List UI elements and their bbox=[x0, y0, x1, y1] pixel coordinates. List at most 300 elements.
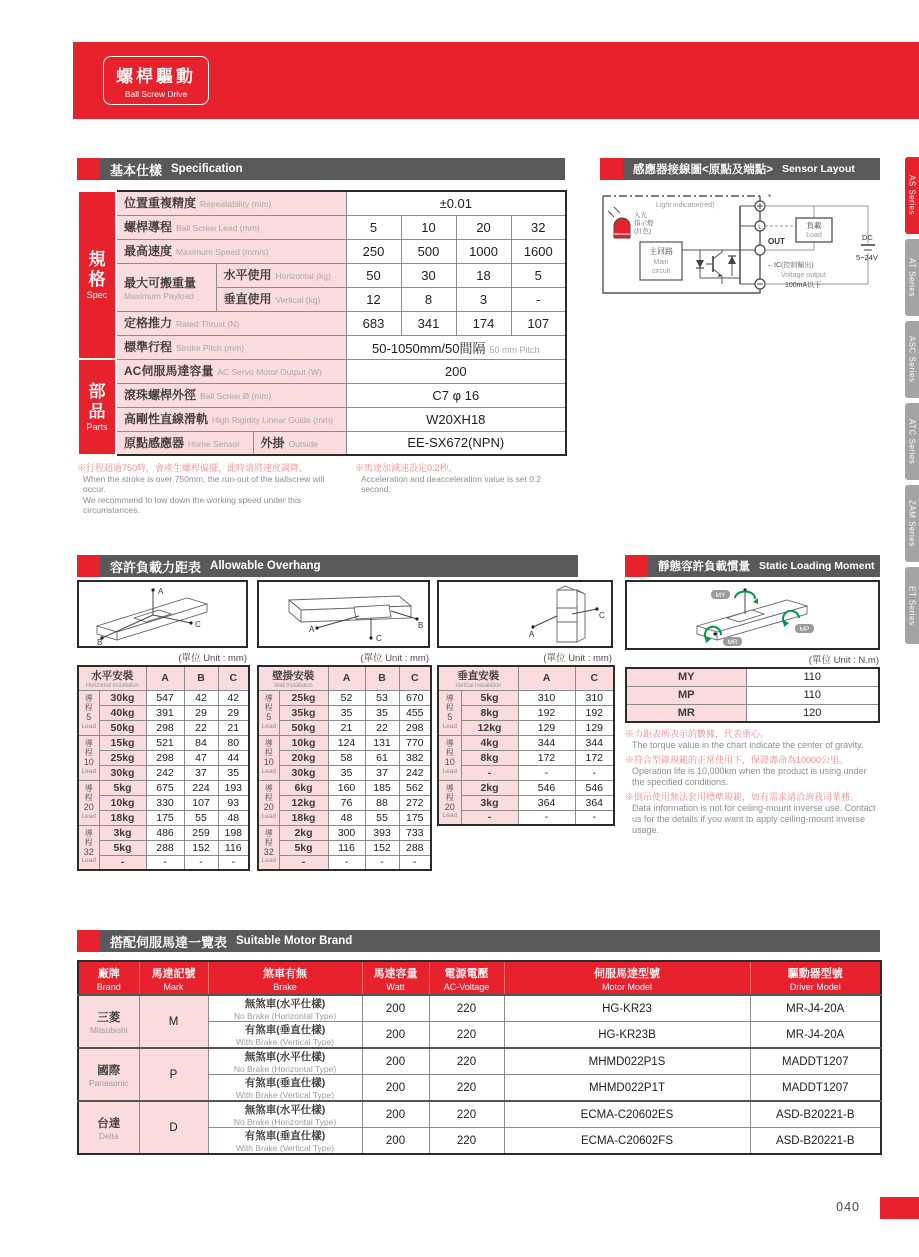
allowable-overhang-section bbox=[77, 555, 617, 869]
overhang-value: - bbox=[518, 810, 575, 825]
overhang-value: 29 bbox=[184, 705, 218, 720]
moment-row bbox=[626, 686, 879, 704]
overhang-value: 152 bbox=[365, 840, 399, 855]
overhang-value: 733 bbox=[399, 825, 431, 840]
overhang-value: 55 bbox=[365, 810, 399, 825]
spec-row-guide: 高剛性直線滑軌 High Rigidity Linear Guide (mm) W20XH18 bbox=[78, 407, 566, 431]
section-title-en: Sensor Layout bbox=[781, 163, 855, 175]
stroke-value: 50-1050mm/50間隔 50 mm Pitch bbox=[346, 335, 566, 359]
overhang-value: 37 bbox=[184, 765, 218, 780]
footnote-zh: ※馬達加減速設定0.2秒。 bbox=[355, 463, 458, 473]
column-header: A bbox=[146, 666, 184, 690]
spec-row-lead: 螺桿導程 Ball Screw Lead (mm) 5 10 20 32 bbox=[78, 215, 566, 239]
note-zh: ※符合型錄規範的正常使用下，保證壽命為10000公里。 bbox=[625, 755, 849, 766]
overhang-value: 172 bbox=[575, 750, 614, 765]
led-icon bbox=[614, 218, 630, 238]
lead-group-label: 導程 20 Lead bbox=[78, 780, 99, 825]
overhang-value: 298 bbox=[146, 750, 184, 765]
overhang-row bbox=[258, 765, 431, 780]
overhang-row bbox=[78, 810, 249, 825]
column-header: B bbox=[184, 666, 218, 690]
svg-text:B: B bbox=[418, 621, 424, 630]
speed-value: 250 bbox=[346, 239, 401, 263]
overhang-value: 330 bbox=[146, 795, 184, 810]
overhang-value: - bbox=[328, 855, 365, 870]
svg-text:5~24V: 5~24V bbox=[856, 253, 878, 262]
payload-weight: 35kg bbox=[279, 705, 328, 720]
moment-value: 110 bbox=[746, 668, 879, 686]
overhang-wall-column bbox=[257, 580, 430, 871]
payload-weight: - bbox=[461, 810, 518, 825]
static-moment-section bbox=[625, 555, 880, 836]
overhang-value: 48 bbox=[218, 810, 249, 825]
overhang-value: 53 bbox=[365, 690, 399, 705]
unit-label: (單位 Unit : N.m) bbox=[808, 655, 879, 666]
spec-row-thrust: 定格推力 Rated Thrust (N) 683 341 174 107 bbox=[78, 311, 566, 335]
red-square-icon bbox=[77, 555, 100, 577]
overhang-row bbox=[78, 795, 249, 810]
payload-weight: 5kg bbox=[279, 840, 328, 855]
payload-v-value: 12 bbox=[346, 287, 401, 311]
payload-weight: 6kg bbox=[279, 780, 328, 795]
driver-model-cell: MR-J4-20A bbox=[750, 1022, 881, 1049]
payload-weight: 5kg bbox=[99, 840, 146, 855]
section-title-en: Suitable Motor Brand bbox=[236, 935, 353, 947]
payload-v-value: 8 bbox=[401, 287, 456, 311]
mark-cell: M bbox=[139, 995, 208, 1048]
overhang-value: 344 bbox=[575, 735, 614, 750]
lead-value: 20 bbox=[456, 215, 511, 239]
lead-group-label: 導程 5 Lead bbox=[438, 690, 461, 735]
svg-text:負載: 負載 bbox=[806, 221, 822, 230]
repeatability-value: ±0.01 bbox=[346, 191, 566, 215]
overhang-value: - bbox=[575, 765, 614, 780]
overhang-value: 546 bbox=[518, 780, 575, 795]
overhang-value: 35 bbox=[328, 705, 365, 720]
motor-brand-table bbox=[77, 960, 882, 1155]
motor-col-header: 煞車有無 Brake bbox=[208, 961, 362, 995]
specification-section-title bbox=[77, 158, 565, 180]
motor-output-value: 200 bbox=[346, 359, 566, 383]
motor-model-cell: ECMA-C20602FS bbox=[504, 1128, 750, 1155]
overhang-row bbox=[438, 735, 614, 750]
voltage-cell: 220 bbox=[429, 1101, 504, 1128]
overhang-value: 288 bbox=[146, 840, 184, 855]
overhang-row bbox=[78, 765, 249, 780]
overhang-value: 344 bbox=[518, 735, 575, 750]
overhang-value: 259 bbox=[184, 825, 218, 840]
brake-cell: 有煞車(垂直仕樣) With Brake (Vertical Type) bbox=[208, 1022, 362, 1049]
overhang-section-title bbox=[77, 555, 578, 577]
product-category-badge bbox=[103, 56, 209, 105]
lead-group-label: 導程 10 Lead bbox=[78, 735, 99, 780]
payload-weight: 2kg bbox=[461, 780, 518, 795]
overhang-value: 22 bbox=[365, 720, 399, 735]
overhang-row bbox=[78, 825, 249, 840]
overhang-value: 521 bbox=[146, 735, 184, 750]
voltage-cell: 220 bbox=[429, 1128, 504, 1155]
overhang-value: 272 bbox=[399, 795, 431, 810]
overhang-value: 198 bbox=[218, 825, 249, 840]
watt-cell: 200 bbox=[362, 995, 429, 1022]
moment-axis: MY bbox=[626, 668, 746, 686]
overhang-row bbox=[258, 735, 431, 750]
payload-weight: 25kg bbox=[99, 750, 146, 765]
overhang-value: 42 bbox=[184, 690, 218, 705]
overhang-value: 562 bbox=[399, 780, 431, 795]
specification-section bbox=[77, 158, 565, 515]
svg-text:C: C bbox=[376, 634, 382, 643]
moment-value: 120 bbox=[746, 704, 879, 722]
voltage-cell: 220 bbox=[429, 1048, 504, 1075]
column-header: C bbox=[399, 666, 431, 690]
payload-weight: 3kg bbox=[99, 825, 146, 840]
motor-model-cell: ECMA-C20602ES bbox=[504, 1101, 750, 1128]
overhang-row bbox=[438, 720, 614, 735]
thrust-value: 174 bbox=[456, 311, 511, 335]
page-banner bbox=[73, 42, 919, 119]
brake-cell: 有煞車(垂直仕樣) With Brake (Vertical Type) bbox=[208, 1128, 362, 1155]
lead-group-label: 導程 5 Lead bbox=[78, 690, 99, 735]
svg-text:Light indicator(red): Light indicator(red) bbox=[656, 202, 715, 209]
overhang-value: 21 bbox=[328, 720, 365, 735]
overhang-row bbox=[78, 855, 249, 870]
speed-value: 1600 bbox=[511, 239, 566, 263]
unit-label: (單位 Unit : mm) bbox=[360, 653, 429, 664]
payload-weight: 40kg bbox=[99, 705, 146, 720]
series-tab-atc-series[interactable]: ATC Series bbox=[905, 403, 919, 480]
brake-cell: 無煞車(水平仕樣) No Brake (Horizontal Type) bbox=[208, 995, 362, 1022]
svg-text:100mA以下: 100mA以下 bbox=[785, 282, 822, 289]
overhang-value: 76 bbox=[328, 795, 365, 810]
payload-h-value: 5 bbox=[511, 263, 566, 287]
red-square-icon bbox=[77, 158, 100, 180]
overhang-value: 172 bbox=[518, 750, 575, 765]
svg-text:A: A bbox=[529, 630, 535, 639]
motor-col-header: 馬達容量 Watt bbox=[362, 961, 429, 995]
lead-value: 32 bbox=[511, 215, 566, 239]
svg-text:MY: MY bbox=[715, 592, 726, 599]
overhang-value: 298 bbox=[399, 720, 431, 735]
overhang-value: 224 bbox=[184, 780, 218, 795]
overhang-value: 35 bbox=[365, 705, 399, 720]
overhang-value: 61 bbox=[365, 750, 399, 765]
payload-weight: 50kg bbox=[279, 720, 328, 735]
overhang-value: - bbox=[218, 855, 249, 870]
overhang-value: 129 bbox=[518, 720, 575, 735]
overhang-vertical-column bbox=[437, 580, 613, 826]
overhang-value: 546 bbox=[575, 780, 614, 795]
overhang-value: - bbox=[184, 855, 218, 870]
overhang-value: 131 bbox=[365, 735, 399, 750]
overhang-value: 48 bbox=[328, 810, 365, 825]
svg-text:circuit: circuit bbox=[651, 268, 671, 275]
svg-text:DC: DC bbox=[862, 233, 873, 242]
parts-group-label: 部品 Parts bbox=[78, 359, 116, 455]
overhang-row bbox=[258, 855, 431, 870]
voltage-cell: 220 bbox=[429, 1022, 504, 1049]
unit-label: (單位 Unit : mm) bbox=[178, 653, 247, 664]
overhang-value: 21 bbox=[218, 720, 249, 735]
moment-axis: MR bbox=[626, 704, 746, 722]
overhang-value: 47 bbox=[184, 750, 218, 765]
spec-row-stroke: 標準行程 Stroke Pitch (mm) 50-1050mm/50間隔 50 mm Pitch bbox=[78, 335, 566, 359]
motor-model-cell: MHMD022P1T bbox=[504, 1075, 750, 1102]
moment-value: 110 bbox=[746, 686, 879, 704]
payload-weight: 8kg bbox=[461, 750, 518, 765]
lead-value: 10 bbox=[401, 215, 456, 239]
note-en: Data information is not for ceiling-mount inverse use. Contact us for the details if you want to apply ceiling-mount inverse usage. bbox=[632, 803, 876, 835]
payload-weight: 18kg bbox=[279, 810, 328, 825]
overhang-value: 37 bbox=[365, 765, 399, 780]
payload-v-value: 3 bbox=[456, 287, 511, 311]
motor-section-title bbox=[77, 930, 880, 952]
overhang-value: - bbox=[518, 765, 575, 780]
overhang-value: 42 bbox=[218, 690, 249, 705]
brake-cell: 無煞車(水平仕樣) No Brake (Horizontal Type) bbox=[208, 1048, 362, 1075]
note-zh: ※倒吊使用無法套用標準規範，如有需求請洽詢我司業務。 bbox=[625, 791, 860, 802]
speed-value: 500 bbox=[401, 239, 456, 263]
payload-weight: 3kg bbox=[461, 795, 518, 810]
overhang-value: 44 bbox=[218, 750, 249, 765]
overhang-value: 547 bbox=[146, 690, 184, 705]
svg-text:A: A bbox=[309, 625, 315, 634]
lead-group-label: 導程 32 Lead bbox=[258, 825, 279, 870]
overhang-row bbox=[258, 750, 431, 765]
overhang-row bbox=[258, 720, 431, 735]
series-tab-et-series[interactable]: ET Series bbox=[905, 567, 919, 644]
wall-install-diagram bbox=[257, 580, 430, 648]
speed-value: 1000 bbox=[456, 239, 511, 263]
lead-group-label: 導程 20 Lead bbox=[258, 780, 279, 825]
payload-weight: 12kg bbox=[461, 720, 518, 735]
overhang-value: 116 bbox=[218, 840, 249, 855]
overhang-row bbox=[258, 705, 431, 720]
overhang-value: 455 bbox=[399, 705, 431, 720]
sensor-layout-section bbox=[600, 158, 880, 304]
ballscrew-value: C7 φ 16 bbox=[346, 383, 566, 407]
overhang-value: 192 bbox=[575, 705, 614, 720]
home-sensor-value: EE-SX672(NPN) bbox=[346, 431, 566, 455]
lead-group-label: 導程 10 Lead bbox=[438, 735, 461, 780]
payload-weight: 30kg bbox=[279, 765, 328, 780]
overhang-value: 88 bbox=[365, 795, 399, 810]
install-type-header: 垂直安裝 Vertical Installation bbox=[438, 666, 518, 690]
guide-value: W20XH18 bbox=[346, 407, 566, 431]
overhang-value: 93 bbox=[218, 795, 249, 810]
footer-red-mark bbox=[880, 1197, 919, 1219]
motor-row bbox=[78, 995, 881, 1022]
overhang-value: 310 bbox=[575, 690, 614, 705]
overhang-wall-table bbox=[257, 665, 432, 871]
overhang-value: 364 bbox=[518, 795, 575, 810]
overhang-value: 242 bbox=[399, 765, 431, 780]
motor-brand-section bbox=[77, 930, 880, 1155]
overhang-row bbox=[258, 780, 431, 795]
overhang-row bbox=[438, 750, 614, 765]
note-zh: ※力距表所表示的數據，代表重心。 bbox=[625, 729, 770, 739]
overhang-value: 35 bbox=[328, 765, 365, 780]
overhang-row bbox=[438, 765, 614, 780]
section-title-en: Static Loading Moment bbox=[759, 560, 875, 572]
svg-text:Load: Load bbox=[806, 232, 822, 239]
svg-text:A: A bbox=[158, 587, 164, 596]
overhang-value: 29 bbox=[218, 705, 249, 720]
page-number: 040 bbox=[836, 1200, 860, 1214]
column-header: C bbox=[218, 666, 249, 690]
overhang-value: 55 bbox=[184, 810, 218, 825]
overhang-value: 391 bbox=[146, 705, 184, 720]
footnote-en: We recommend to low down the working speed under this circumstances. bbox=[83, 494, 302, 515]
overhang-value: 175 bbox=[399, 810, 431, 825]
payload-h-value: 50 bbox=[346, 263, 401, 287]
note-en: The torque value in the chart indicate the center of gravity. bbox=[632, 740, 864, 751]
overhang-horizontal-column bbox=[77, 580, 248, 871]
unit-label: (單位 Unit : mm) bbox=[543, 653, 612, 664]
overhang-value: 84 bbox=[184, 735, 218, 750]
series-tab-asc-series[interactable]: ASC Series bbox=[905, 321, 919, 398]
brand-cell: 國際 Panasonic bbox=[78, 1048, 139, 1101]
motor-col-header: 廠牌 Brand bbox=[78, 961, 139, 995]
brand-cell: 三菱 Mitsubishi bbox=[78, 995, 139, 1048]
footnote-en: Acceleration and deacceleration value is set 0.2 second. bbox=[361, 474, 542, 495]
driver-model-cell: MADDT1207 bbox=[750, 1048, 881, 1075]
overhang-value: 393 bbox=[365, 825, 399, 840]
overhang-value: 22 bbox=[184, 720, 218, 735]
overhang-value: 152 bbox=[184, 840, 218, 855]
red-square-icon bbox=[625, 555, 648, 577]
payload-weight: 25kg bbox=[279, 690, 328, 705]
series-tab-at-series[interactable]: AT Series bbox=[905, 239, 919, 316]
driver-model-cell: ASD-B20221-B bbox=[750, 1101, 881, 1128]
mark-cell: D bbox=[139, 1101, 208, 1154]
watt-cell: 200 bbox=[362, 1022, 429, 1049]
moment-axes-diagram bbox=[625, 580, 880, 650]
overhang-value: 364 bbox=[575, 795, 614, 810]
spec-row-ballscrew: 滾珠螺桿外徑 Ball Screw Ø (mm) C7 φ 16 bbox=[78, 383, 566, 407]
overhang-row bbox=[258, 795, 431, 810]
overhang-value: 310 bbox=[518, 690, 575, 705]
series-tab-zam-series[interactable]: ZAM Series bbox=[905, 485, 919, 562]
payload-h-value: 18 bbox=[456, 263, 511, 287]
overhang-value: 107 bbox=[184, 795, 218, 810]
series-tab-bar bbox=[905, 157, 919, 649]
motor-model-cell: MHMD022P1S bbox=[504, 1048, 750, 1075]
payload-weight: - bbox=[279, 855, 328, 870]
motor-col-header: 伺服馬達型號 Motor Model bbox=[504, 961, 750, 995]
overhang-value: 116 bbox=[328, 840, 365, 855]
payload-weight: 30kg bbox=[99, 690, 146, 705]
payload-weight: 20kg bbox=[279, 750, 328, 765]
svg-text:*: * bbox=[768, 193, 772, 202]
spec-row-motor-output: 部品 Parts AC伺服馬達容量 AC Servo Motor Output (W) 200 bbox=[78, 359, 566, 383]
overhang-value: 80 bbox=[218, 735, 249, 750]
motor-col-header: 馬達記號 Mark bbox=[139, 961, 208, 995]
svg-text:主回路: 主回路 bbox=[649, 247, 673, 256]
spec-group-label: 規格 Spec bbox=[78, 191, 116, 359]
svg-text:(紅色): (紅色) bbox=[634, 228, 652, 235]
spec-row-payload-vertical: 垂直使用 Vertical (kg) 12 8 3 - bbox=[78, 287, 566, 311]
payload-weight: 12kg bbox=[279, 795, 328, 810]
payload-weight: 8kg bbox=[461, 705, 518, 720]
spec-row-home-sensor: 原點感應器 Home Sensor 外掛 Outside EE-SX672(NPN) bbox=[78, 431, 566, 455]
static-moment-section-title bbox=[625, 555, 880, 577]
column-header: C bbox=[575, 666, 614, 690]
overhang-row bbox=[258, 690, 431, 705]
payload-weight: 50kg bbox=[99, 720, 146, 735]
payload-weight: - bbox=[99, 855, 146, 870]
overhang-value: 382 bbox=[399, 750, 431, 765]
section-title-en: Specification bbox=[171, 163, 243, 175]
overhang-value: - bbox=[365, 855, 399, 870]
payload-weight: 30kg bbox=[99, 765, 146, 780]
svg-text:←IC: ←IC bbox=[767, 262, 781, 269]
overhang-row bbox=[258, 810, 431, 825]
overhang-value: 193 bbox=[218, 780, 249, 795]
driver-model-cell: MADDT1207 bbox=[750, 1075, 881, 1102]
overhang-row bbox=[78, 690, 249, 705]
thrust-value: 683 bbox=[346, 311, 401, 335]
overhang-row bbox=[438, 795, 614, 810]
overhang-value: 300 bbox=[328, 825, 365, 840]
svg-text:OUT: OUT bbox=[768, 237, 785, 246]
overhang-row bbox=[78, 735, 249, 750]
overhang-vertical-table bbox=[437, 665, 615, 826]
brand-cell: 台達 Delta bbox=[78, 1101, 139, 1154]
motor-row bbox=[78, 1048, 881, 1075]
section-title-zh: 容許負載力距表 bbox=[110, 559, 202, 575]
moment-row bbox=[626, 704, 879, 722]
mark-cell: P bbox=[139, 1048, 208, 1101]
svg-text:MP: MP bbox=[799, 626, 810, 633]
svg-text:C: C bbox=[599, 611, 605, 620]
motor-model-cell: HG-KR23 bbox=[504, 995, 750, 1022]
payload-weight: 5kg bbox=[461, 690, 518, 705]
svg-text:Main: Main bbox=[653, 259, 669, 266]
install-type-header: 水平安裝 Horizontal Installation bbox=[78, 666, 146, 690]
watt-cell: 200 bbox=[362, 1128, 429, 1155]
section-title-zh: 靜態容許負載慣量 bbox=[658, 561, 750, 573]
red-square-icon bbox=[600, 158, 623, 180]
motor-row bbox=[78, 1101, 881, 1128]
category-title-zh: 螺桿驅動 bbox=[116, 67, 196, 86]
overhang-value: 670 bbox=[399, 690, 431, 705]
svg-text:L: L bbox=[758, 224, 762, 231]
static-moment-notes bbox=[625, 729, 880, 836]
overhang-value: 242 bbox=[146, 765, 184, 780]
sensor-wiring-diagram bbox=[600, 186, 880, 299]
section-title-zh: 搭配伺服馬達一覽表 bbox=[110, 934, 228, 950]
payload-weight: 10kg bbox=[279, 735, 328, 750]
lead-value: 5 bbox=[346, 215, 401, 239]
overhang-value: - bbox=[399, 855, 431, 870]
overhang-value: 35 bbox=[218, 765, 249, 780]
horizontal-install-diagram bbox=[77, 580, 248, 648]
brake-cell: 有煞車(垂直仕樣) With Brake (Vertical Type) bbox=[208, 1075, 362, 1102]
voltage-cell: 220 bbox=[429, 1075, 504, 1102]
driver-model-cell: MR-J4-20A bbox=[750, 995, 881, 1022]
overhang-value: - bbox=[575, 810, 614, 825]
column-header: A bbox=[328, 666, 365, 690]
vertical-install-diagram bbox=[437, 580, 613, 648]
lead-group-label: 導程 32 Lead bbox=[78, 825, 99, 870]
overhang-row bbox=[258, 840, 431, 855]
series-tab-as-series[interactable]: AS Series bbox=[905, 157, 919, 234]
footnote-en: When the stroke is over 750mm, the run-out of the ballscrew will occur. bbox=[83, 474, 325, 495]
overhang-value: 770 bbox=[399, 735, 431, 750]
moment-row bbox=[626, 668, 879, 686]
red-square-icon bbox=[77, 930, 100, 952]
